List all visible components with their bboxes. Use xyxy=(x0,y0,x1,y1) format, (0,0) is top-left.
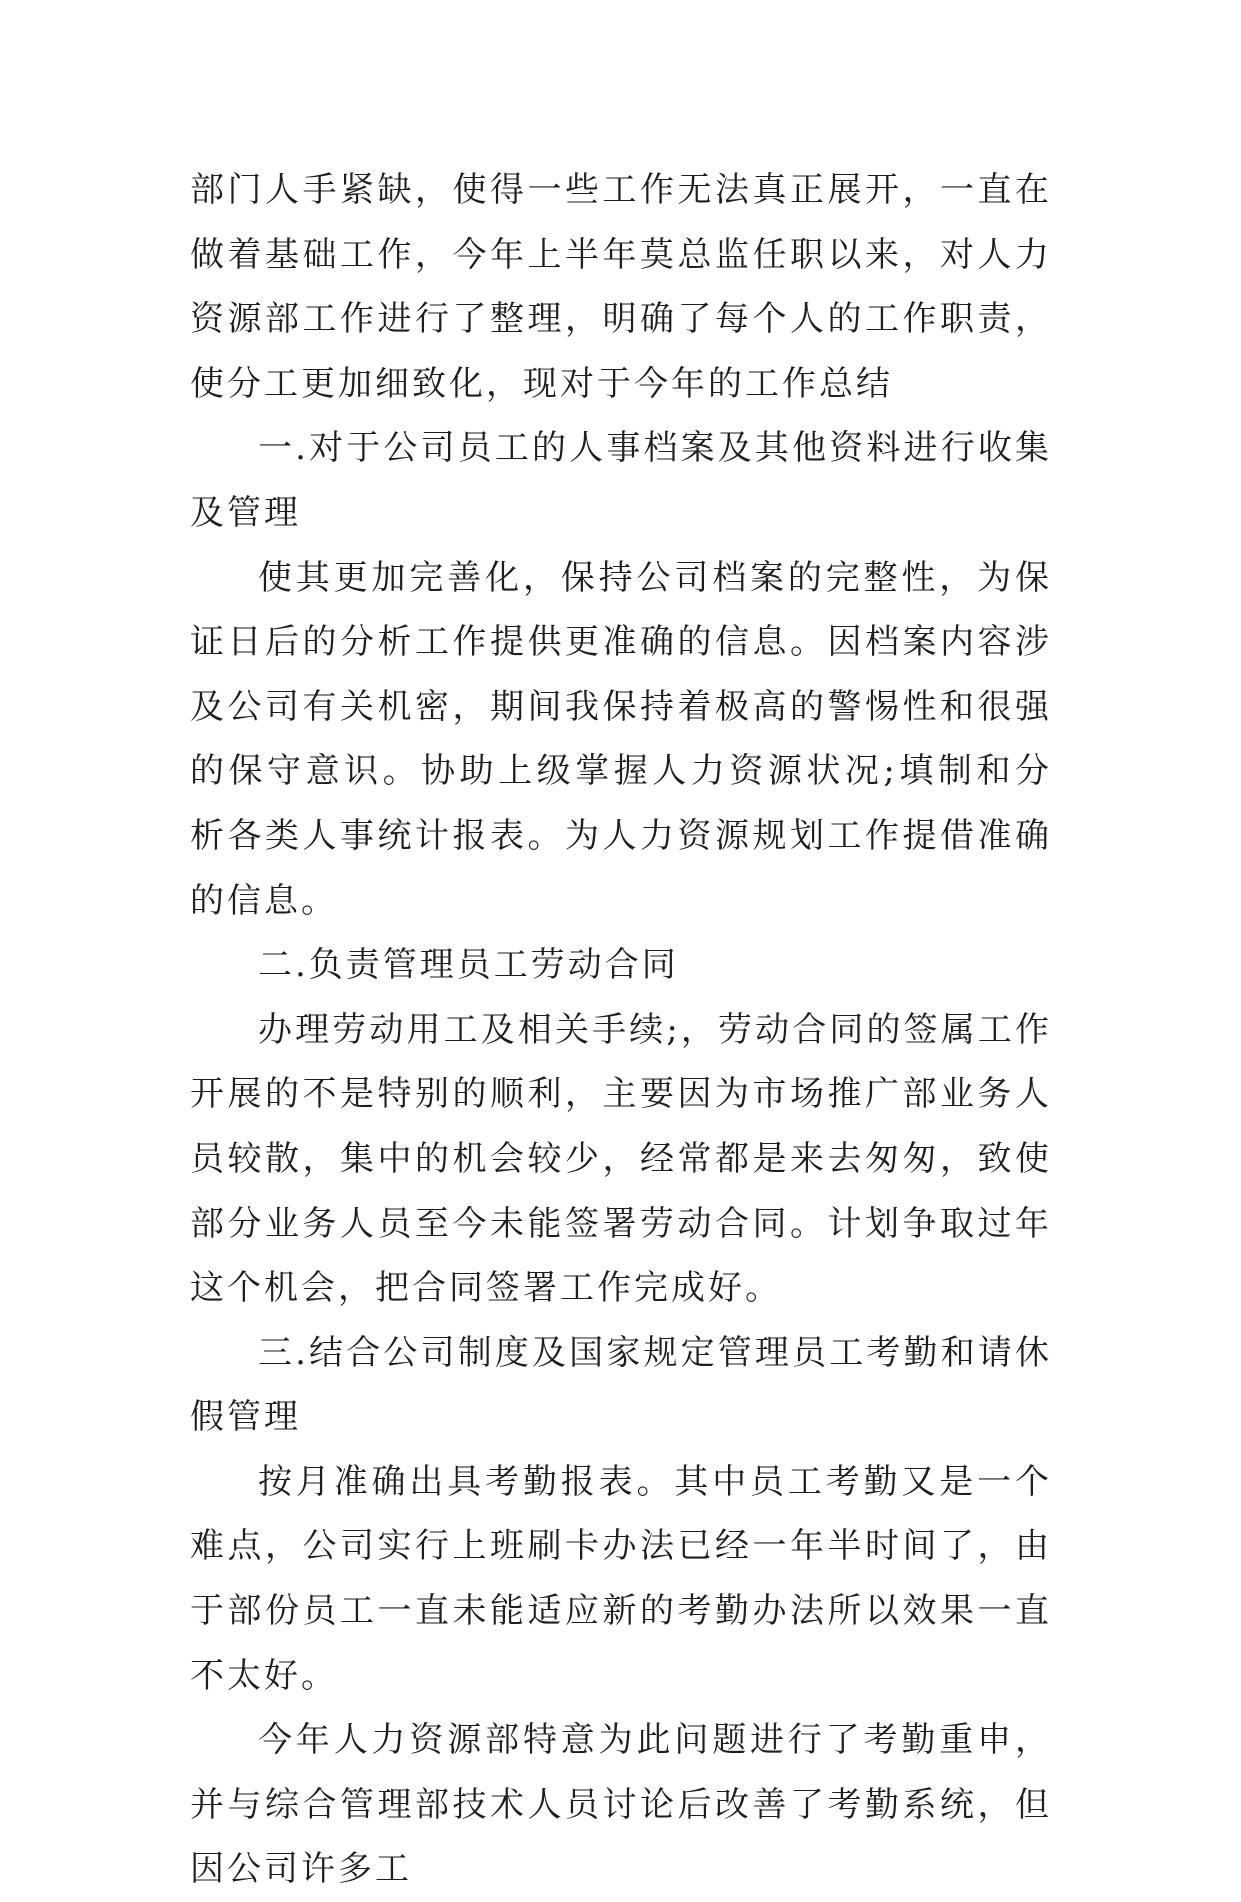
section-body-2: 办理劳动用工及相关手续;，劳动合同的签属工作开展的不是特别的顺利，主要因为市场推广部业务人员较散，集中的机会较少，经常都是来去匆匆，致使部分业务人员至今未能签署劳动合同。计划争取过年这个机会，把合同签署工作完成好。 xyxy=(190,1009,1052,1309)
section-body-3: 按月准确出具考勤报表。其中员工考勤又是一个难点，公司实行上班刷卡办法已经一年半时间了，由于部份员工一直未能适应新的考勤办法所以效果一直不太好。 xyxy=(190,1461,1052,1696)
section-heading-3: 三.结合公司制度及国家规定管理员工考勤和请休假管理 xyxy=(190,1332,1052,1438)
section-body-1: 使其更加完善化，保持公司档案的完整性，为保证日后的分析工作提供更准确的信息。因档案内容涉及公司有关机密，期间我保持着极高的警惕性和很强的保守意识。协助上级掌握人力资源状况;填制和分析各类人事统计报表。为人力资源规划工作提借准确的信息。 xyxy=(190,557,1052,921)
intro-paragraph: 部门人手紧缺，使得一些工作无法真正展开，一直在做着基础工作，今年上半年莫总监任职以来，对人力资源部工作进行了整理，明确了每个人的工作职责，使分工更加细致化，现对于今年的工作总结 xyxy=(190,170,1052,404)
section-body-4: 今年人力资源部特意为此问题进行了考勤重申，并与综合管理部技术人员讨论后改善了考勤系统，但因公司许多工 xyxy=(190,1720,1052,1890)
section-heading-1: 一.对于公司员工的人事档案及其他资料进行收集及管理 xyxy=(190,428,1052,533)
document-body xyxy=(190,158,1052,1902)
section-heading-2: 二.负责管理员工劳动合同 xyxy=(258,945,679,986)
